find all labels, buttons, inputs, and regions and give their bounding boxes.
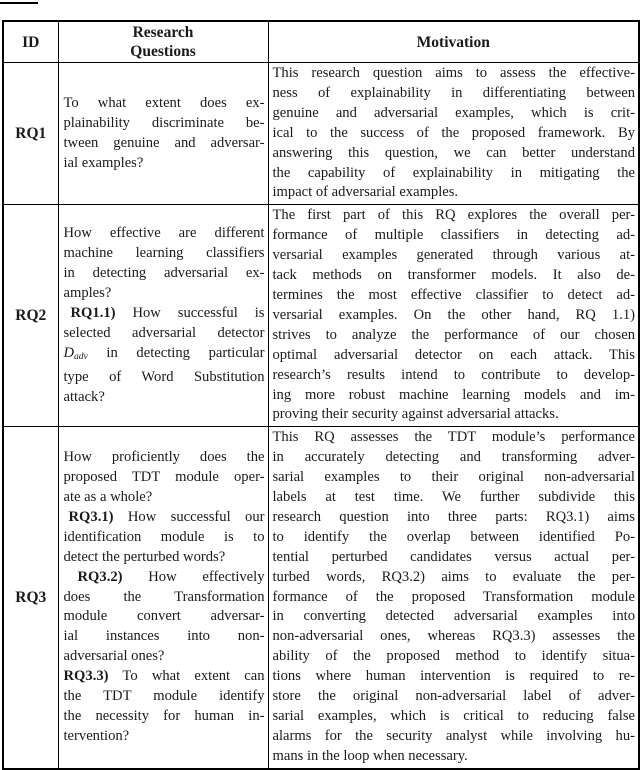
text-segment: genuine and adversarial examples, which is crit- bbox=[272, 104, 635, 121]
research-question-cell bbox=[58, 205, 268, 427]
motivation-cell bbox=[268, 63, 639, 205]
motivation-line bbox=[273, 508, 636, 528]
subquestion-label: RQ3.1) bbox=[68, 508, 114, 525]
motivation-line bbox=[273, 386, 636, 406]
text-segment: To what extent can bbox=[108, 668, 265, 685]
text-segment: proposed TDT module oper- bbox=[63, 469, 265, 486]
text-segment: tween genuine and adversar- bbox=[63, 134, 265, 151]
research-question-cell bbox=[58, 63, 268, 205]
text-segment: The first part of this RQ explores the overall per- bbox=[272, 207, 635, 224]
motivation-line bbox=[273, 647, 636, 667]
text-segment: ness of explainability in differentiating between bbox=[272, 84, 635, 101]
text-segment: ical to the success of the proposed framework. By bbox=[272, 124, 635, 141]
motivation-line bbox=[273, 64, 636, 84]
text-segment: How successful is bbox=[115, 304, 265, 321]
header-line: Questions bbox=[130, 43, 196, 60]
text-segment: turbed words, RQ3.2) aims to evaluate the per- bbox=[272, 568, 635, 585]
question-line bbox=[64, 284, 265, 304]
table-row bbox=[3, 63, 639, 205]
text-segment: the capability of explainability in mitigating the bbox=[272, 164, 635, 181]
text-segment: tervention? bbox=[63, 727, 130, 744]
header-line: Research bbox=[132, 24, 194, 41]
text-segment: termines the most effective classifier to detect ad- bbox=[272, 286, 635, 303]
text-segment: formance of the proposed Transformation module bbox=[272, 588, 635, 605]
research-question-cell bbox=[58, 427, 268, 769]
text-segment: ate as a whole? bbox=[63, 489, 153, 506]
text-segment: store the original non-adversarial label of adver- bbox=[272, 688, 635, 705]
text-segment: How effectively bbox=[122, 568, 265, 585]
text-segment: research’s results intend to contribute to develop- bbox=[272, 366, 635, 383]
question-line bbox=[64, 687, 265, 707]
motivation-line bbox=[273, 183, 636, 203]
text-segment: versarial examples generated through various at- bbox=[272, 247, 635, 264]
motivation-line bbox=[273, 528, 636, 548]
text-segment: How proficiently does the bbox=[63, 449, 265, 466]
text-segment: alarms for the security analyst while involving hu- bbox=[272, 727, 635, 744]
question-line bbox=[64, 548, 265, 568]
text-segment: sarial examples to their original non-adversarial bbox=[272, 469, 635, 486]
text-segment: in converting detected adversarial examples into bbox=[272, 608, 635, 625]
motivation-line bbox=[273, 206, 636, 226]
subquestion-label: RQ1.1) bbox=[70, 304, 116, 321]
motivation-line bbox=[273, 607, 636, 627]
question-line bbox=[64, 707, 265, 727]
motivation-line bbox=[273, 747, 636, 767]
question-line bbox=[64, 468, 265, 488]
motivation-line bbox=[273, 568, 636, 588]
question-line bbox=[64, 607, 265, 627]
motivation-line bbox=[273, 246, 636, 266]
header-cell-motivation: Motivation bbox=[268, 21, 639, 63]
motivation-line bbox=[273, 144, 636, 164]
question-line bbox=[64, 727, 265, 747]
text-segment: in detecting adversarial ex- bbox=[63, 265, 265, 282]
question-line bbox=[64, 528, 265, 548]
question-line bbox=[64, 324, 265, 344]
text-segment: This research question aims to assess the effective- bbox=[272, 65, 635, 81]
question-line bbox=[64, 344, 265, 368]
text-segment: sarial examples, which is critical to reducing false bbox=[272, 708, 635, 724]
text-segment: does the Transformation bbox=[63, 588, 265, 605]
question-line bbox=[64, 264, 265, 284]
subquestion-label: RQ3.2) bbox=[77, 568, 123, 585]
text-segment: attack? bbox=[63, 388, 105, 405]
text-segment: tack methods on transformer models. It also de- bbox=[272, 267, 635, 284]
table-row bbox=[3, 427, 639, 769]
question-line bbox=[64, 667, 265, 687]
text-segment: plainability discriminate be- bbox=[63, 114, 265, 131]
motivation-line bbox=[273, 346, 636, 366]
question-line bbox=[64, 304, 265, 324]
text-segment: adversarial ones? bbox=[63, 648, 165, 665]
question-line bbox=[64, 488, 265, 508]
motivation-line bbox=[273, 164, 636, 184]
motivation-line bbox=[273, 707, 636, 727]
row-id-cell: RQ3 bbox=[3, 427, 58, 769]
text-segment: impact of adversarial examples. bbox=[272, 184, 459, 201]
row-id-cell: RQ2 bbox=[3, 205, 58, 427]
text-segment: formance of multiple classifiers in detecting ad- bbox=[272, 227, 635, 244]
text-segment: ability of the proposed method to identify situa- bbox=[272, 648, 635, 665]
question-line bbox=[64, 94, 265, 114]
question-line bbox=[64, 244, 265, 264]
text-segment: the necessity for human in- bbox=[63, 708, 265, 724]
question-line bbox=[64, 388, 265, 408]
text-segment: strives to analyze the performance of our chosen bbox=[272, 326, 635, 343]
text-segment: research question into three parts: RQ3.1) aims bbox=[272, 508, 635, 525]
math-subscript: adv bbox=[74, 351, 88, 362]
text-segment: detect the perturbed words? bbox=[63, 548, 226, 565]
question-line bbox=[64, 134, 265, 154]
motivation-cell bbox=[268, 427, 639, 769]
text-segment: amples? bbox=[63, 284, 112, 301]
text-segment: How effective are different bbox=[63, 225, 265, 242]
text-segment: D bbox=[63, 344, 75, 361]
question-line bbox=[64, 568, 265, 588]
text-segment: in detecting particular bbox=[87, 344, 265, 361]
text-segment: mans in the loop when necessary. bbox=[272, 747, 468, 764]
text-segment: optimal adversarial detector on each attack. This bbox=[272, 346, 635, 363]
table-body bbox=[3, 63, 639, 769]
research-questions-table bbox=[2, 20, 640, 770]
text-segment: type of Word Substitution bbox=[63, 368, 265, 385]
text-segment: machine learning classifiers bbox=[63, 245, 265, 262]
text-segment: module convert adversar- bbox=[63, 608, 265, 625]
motivation-line bbox=[273, 448, 636, 468]
motivation-line bbox=[273, 366, 636, 386]
motivation-line bbox=[273, 428, 636, 448]
header-cell-research-questions bbox=[58, 21, 268, 63]
text-segment: tential perturbed candidates versus actual per- bbox=[272, 548, 635, 565]
text-segment: This RQ assesses the TDT module’s performance bbox=[272, 429, 635, 446]
question-line bbox=[64, 368, 265, 388]
question-line bbox=[64, 508, 265, 528]
motivation-line bbox=[273, 468, 636, 488]
text-segment: selected adversarial detector bbox=[63, 324, 265, 341]
text-segment: ing more robust machine learning models and im- bbox=[272, 386, 635, 403]
motivation-cell bbox=[268, 205, 639, 427]
motivation-line bbox=[273, 727, 636, 747]
header-cell-id: ID bbox=[3, 21, 58, 63]
text-segment: tions where human intervention is required to re- bbox=[272, 668, 635, 685]
text-segment: identification module is to bbox=[63, 528, 265, 545]
motivation-line bbox=[273, 687, 636, 707]
text-segment: the TDT module identify bbox=[63, 688, 265, 705]
question-line bbox=[64, 154, 265, 174]
motivation-line bbox=[273, 226, 636, 246]
text-segment: To what extent does ex- bbox=[63, 94, 265, 111]
text-segment: ial examples? bbox=[63, 154, 144, 171]
text-segment: answering this question, we can better understand bbox=[272, 144, 635, 161]
question-line bbox=[64, 448, 265, 468]
motivation-line bbox=[273, 266, 636, 286]
text-segment: labels at test time. We further subdivide this bbox=[272, 489, 635, 506]
text-segment: in accurately detecting and transforming adver- bbox=[272, 449, 635, 466]
subquestion-label: RQ3.3) bbox=[63, 668, 109, 685]
question-line bbox=[64, 588, 265, 608]
table-row bbox=[3, 205, 639, 427]
motivation-line bbox=[273, 627, 636, 647]
motivation-line bbox=[273, 84, 636, 104]
motivation-line bbox=[273, 588, 636, 608]
question-line bbox=[64, 627, 265, 647]
text-segment: non-adversarial ones, whereas RQ3.3) assesses the bbox=[272, 628, 635, 645]
motivation-line bbox=[273, 104, 636, 124]
text-segment: How successful our bbox=[113, 508, 265, 525]
text-segment: to identify the overlap between identified Po- bbox=[272, 528, 635, 545]
motivation-line bbox=[273, 326, 636, 346]
motivation-line bbox=[273, 405, 636, 425]
motivation-line bbox=[273, 306, 636, 326]
text-segment: versarial examples. On the other hand, RQ 1.1) bbox=[272, 306, 635, 323]
table-header bbox=[3, 21, 639, 63]
text-segment: ial instances into non- bbox=[63, 628, 265, 645]
motivation-line bbox=[273, 548, 636, 568]
stray-rule-fragment bbox=[0, 2, 38, 4]
motivation-line bbox=[273, 667, 636, 687]
motivation-line bbox=[273, 488, 636, 508]
question-line bbox=[64, 114, 265, 134]
motivation-line bbox=[273, 124, 636, 144]
question-line bbox=[64, 647, 265, 667]
text-segment: proving their security against adversarial attacks. bbox=[272, 406, 559, 423]
header-row bbox=[3, 21, 639, 63]
question-line bbox=[64, 224, 265, 244]
row-id-cell: RQ1 bbox=[3, 63, 58, 205]
motivation-line bbox=[273, 286, 636, 306]
